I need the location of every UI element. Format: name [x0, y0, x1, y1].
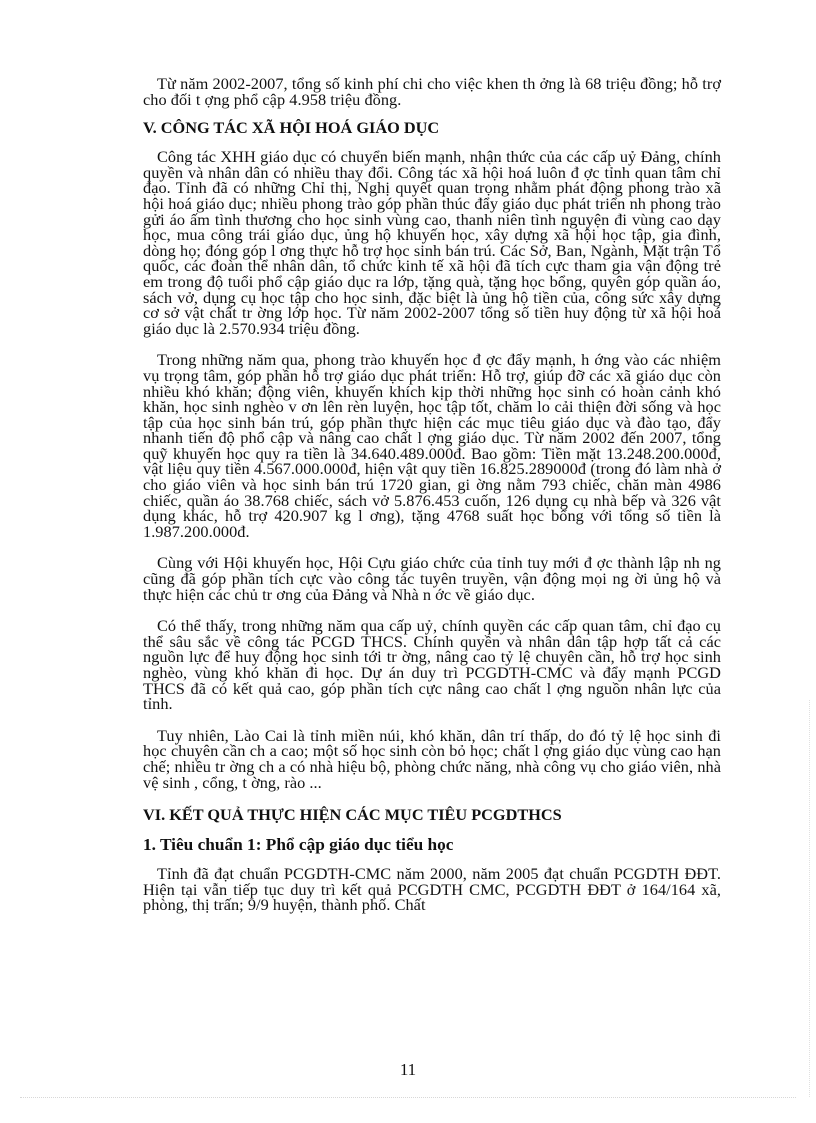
page-number: 11	[399, 1060, 417, 1079]
page-bottom-divider	[20, 1097, 796, 1098]
paragraph-study-encouragement: Trong những năm qua, phong trào khuyến học đ ợc đẩy mạnh, h ớng vào các nhiệm vụ trọng tâm, góp phần hỗ trợ giáo dục phát triển: Hỗ trợ, giúp đỡ các xã giáo dục còn nhiều khó khăn; động viên, khuyến khích kịp thời những học sinh có hoàn cảnh khó khăn, học sinh nghèo v ơn lên rèn luyện, học tập tốt, chăm lo cải thiện đời sống và học tập của học sinh bán trú, góp phần thực hiện các mục tiêu giáo dục và đào tạo, đẩy nhanh tiến độ phổ cập và nâng cao chất l ợng giáo dục. Từ năm 2002 đến 2007, tổng quỹ khuyến học quy ra tiền là 34.640.489.000đ. Bao gồm: Tiền mặt 13.248.200.000đ, vật liệu quy tiền 4.567.000.000đ, hiện vật quy tiền 16.825.289000đ (trong đó làm nhà ở cho giáo viên và học sinh bán trú 1720 gian, gi ờng nằm 793 chiếc, chăn màn 4986 chiếc, quần áo 38.768 chiếc, sách vở 5.876.453 cuốn, 126 dụng cụ nhà bếp và 326 vật dụng khác, hỗ trợ 420.907 kg l ơng), tặng 4768 suất học bổng với tổng số tiền là 1.987.200.000đ.	[143, 350, 721, 541]
page-right-divider	[809, 700, 810, 1097]
paragraph-assessment: Có thể thấy, trong những năm qua cấp uỷ, chính quyền các cấp quan tâm, chỉ đạo cụ thể sâu sắc về công tác PCGD THCS. Chính quyền và nhân dân tập hợp tất cả các nguồn lực để huy động học sinh tới tr ờng, nâng cao tỷ lệ chuyên cần, hỗ trợ học sinh nghèo, vùng khó khăn đi học. Dự án duy trì PCGDTH-CMC và đẩy mạnh PCGD THCS đã có kết quả cao, góp phần tích cực nâng cao chất l ợng nguồn nhân lực của tỉnh.	[143, 616, 721, 714]
paragraph-associations: Cùng với Hội khuyến học, Hội Cựu giáo chức của tỉnh tuy mới đ ợc thành lập nh ng cũng đã góp phần tích cực vào công tác tuyên truyền, vận động mọi ng ời ủng hộ và thực hiện các chủ tr ơng của Đảng và Nhà n ớc về giáo dục.	[143, 553, 721, 604]
heading-criterion-1: 1. Tiêu chuẩn 1: Phổ cập giáo dục tiểu học	[143, 835, 454, 855]
heading-section-6: VI. KẾT QUẢ THỰC HIỆN CÁC MỤC TIÊU PCGDTHCS	[143, 805, 562, 825]
heading-section-5: V. CÔNG TÁC XÃ HỘI HOÁ GIÁO DỤC	[143, 118, 440, 138]
paragraph-funding-summary: Từ năm 2002-2007, tổng số kinh phí chi cho việc khen th ởng là 68 triệu đồng; hỗ trợ cho đối t ợng phổ cập 4.958 triệu đồng.	[143, 74, 721, 109]
paragraph-primary-universalization: Tỉnh đã đạt chuẩn PCGDTH-CMC năm 2000, năm 2005 đạt chuẩn PCGDTH ĐĐT. Hiện tại vẫn tiếp tục duy trì kết quả PCGDTH CMC, PCGDTH ĐĐT ở 164/164 xã, phòng, thị trấn; 9/9 huyện, thành phố. Chất	[143, 864, 721, 915]
paragraph-socialization: Công tác XHH giáo dục có chuyển biến mạnh, nhận thức của các cấp uỷ Đảng, chính quyền và nhân dân có nhiều thay đổi. Công tác xã hội hoá luôn đ ợc tỉnh quan tâm chỉ đạo. Tỉnh đã có những Chỉ thị, Nghị quyết quan trọng nhằm phát động phong trào xã hội hoá giáo dục; nhiều phong trào góp phần thúc đẩy giáo dục phát triển nh phong trào gửi áo ấm tình thương cho học sinh vùng cao, thanh niên tình nguyện đi vùng cao dạy học, mua công trái giáo dục, ủng hộ khuyến học, xây dựng xã hội học tập, gia đình, dòng họ; đóng góp l ơng thực hỗ trợ học sinh bán trú. Các Sở, Ban, Ngành, Mặt trận Tổ quốc, các đoàn thể nhân dân, tổ chức kinh tế xã hội đã tích cực tham gia vận động trẻ em trong độ tuổi phổ cập giáo dục ra lớp, tặng quà, tặng học bổng, quyên góp quần áo, sách vở, dụng cụ học tập cho học sinh, đặc biệt là ủng hộ tiền của, công sức xây dựng cơ sở vật chất tr ờng lớp học. Từ năm 2002-2007 tổng số tiền huy động từ xã hội hoá giáo dục là 2.570.934 triệu đồng.	[143, 147, 721, 338]
page-content	[143, 76, 721, 913]
paragraph-limitations: Tuy nhiên, Lào Cai là tỉnh miền núi, khó khăn, dân trí thấp, do đó tỷ lệ học sinh đi học chuyên cần ch a cao; một số học sinh còn bỏ học; chất l ợng giáo dục vùng cao hạn chế; nhiều tr ờng ch a có nhà hiệu bộ, phòng chức năng, nhà công vụ cho giáo viên, nhà vệ sinh , cổng, t ờng, rào ...	[143, 725, 721, 792]
